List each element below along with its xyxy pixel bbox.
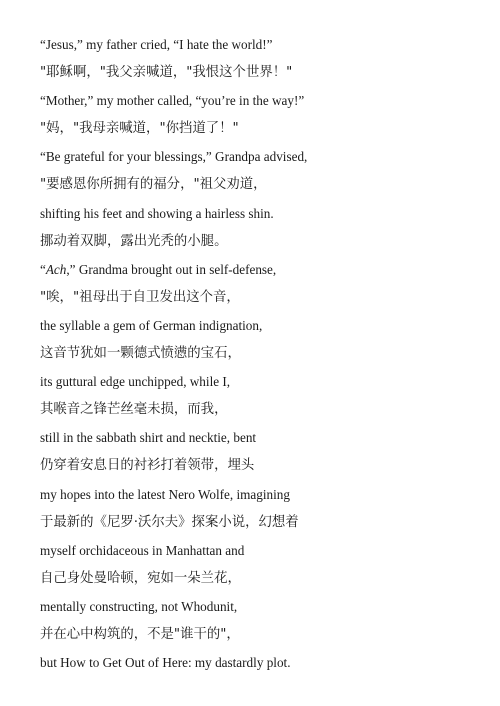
line-remainder: ,” Grandma brought out in self-defense, [66, 261, 277, 277]
poem-line-en: “Mother,” my mother called, “you’re in the way!” [40, 93, 305, 109]
poem-line-en: “Be grateful for your blessings,” Grandpa advised, [40, 149, 308, 165]
poem-line-zh: 于最新的《尼罗·沃尔夫》探案小说，幻想着 [40, 514, 299, 530]
poem-line-en [40, 260, 480, 288]
poem-line-en: shifting his feet and showing a hairless shin. [40, 205, 274, 221]
poem-line-en: its guttural edge unchipped, while I, [40, 374, 231, 390]
poem-line-zh: 并在心中构筑的，不是"谁干的"， [40, 626, 240, 642]
poem-line-en: still in the sabbath shirt and necktie, bent [40, 430, 257, 446]
poem-line-zh: 自己身处曼哈顿，宛如一朵兰花， [40, 570, 241, 586]
poem-line-zh: "耶稣啊，"我父亲喊道，"我恨这个世界！" [40, 65, 293, 81]
poem-line-en: mentally constructing, not Whodunit, [40, 598, 238, 614]
poem-line-zh: "要感恩你所拥有的福分，"祖父劝道， [40, 177, 267, 193]
poem-line-zh: 其喉音之锋芒丝毫未损，而我， [40, 402, 228, 418]
opening-quote: “ [40, 261, 46, 277]
poem-line-en: “Jesus,” my father cried, “I hate the world!” [40, 37, 273, 52]
poem-line-en: myself orchidaceous in Manhattan and [40, 542, 245, 558]
poem-line-zh: 仍穿着安息日的衬衫打着领带，埋头 [40, 458, 255, 474]
poem-line-zh: 挪动着双脚，露出光秃的小腿。 [40, 233, 228, 249]
poem-line-zh: 这音节犹如一颗德式愤懑的宝石， [40, 346, 241, 362]
poem-line-zh: "唉，"祖母出于自卫发出这个音， [40, 289, 240, 305]
poem-line-en: my hopes into the latest Nero Wolfe, imagining [40, 486, 290, 502]
bilingual-poem [40, 35, 480, 681]
poem-line-en: the syllable a gem of German indignation, [40, 317, 263, 333]
poem-line-zh: "妈，"我母亲喊道，"你挡道了！" [40, 121, 239, 137]
poem-line-en: but How to Get Out of Here: my dastardly plot. [40, 655, 291, 671]
italic-word: Ach [45, 261, 67, 277]
